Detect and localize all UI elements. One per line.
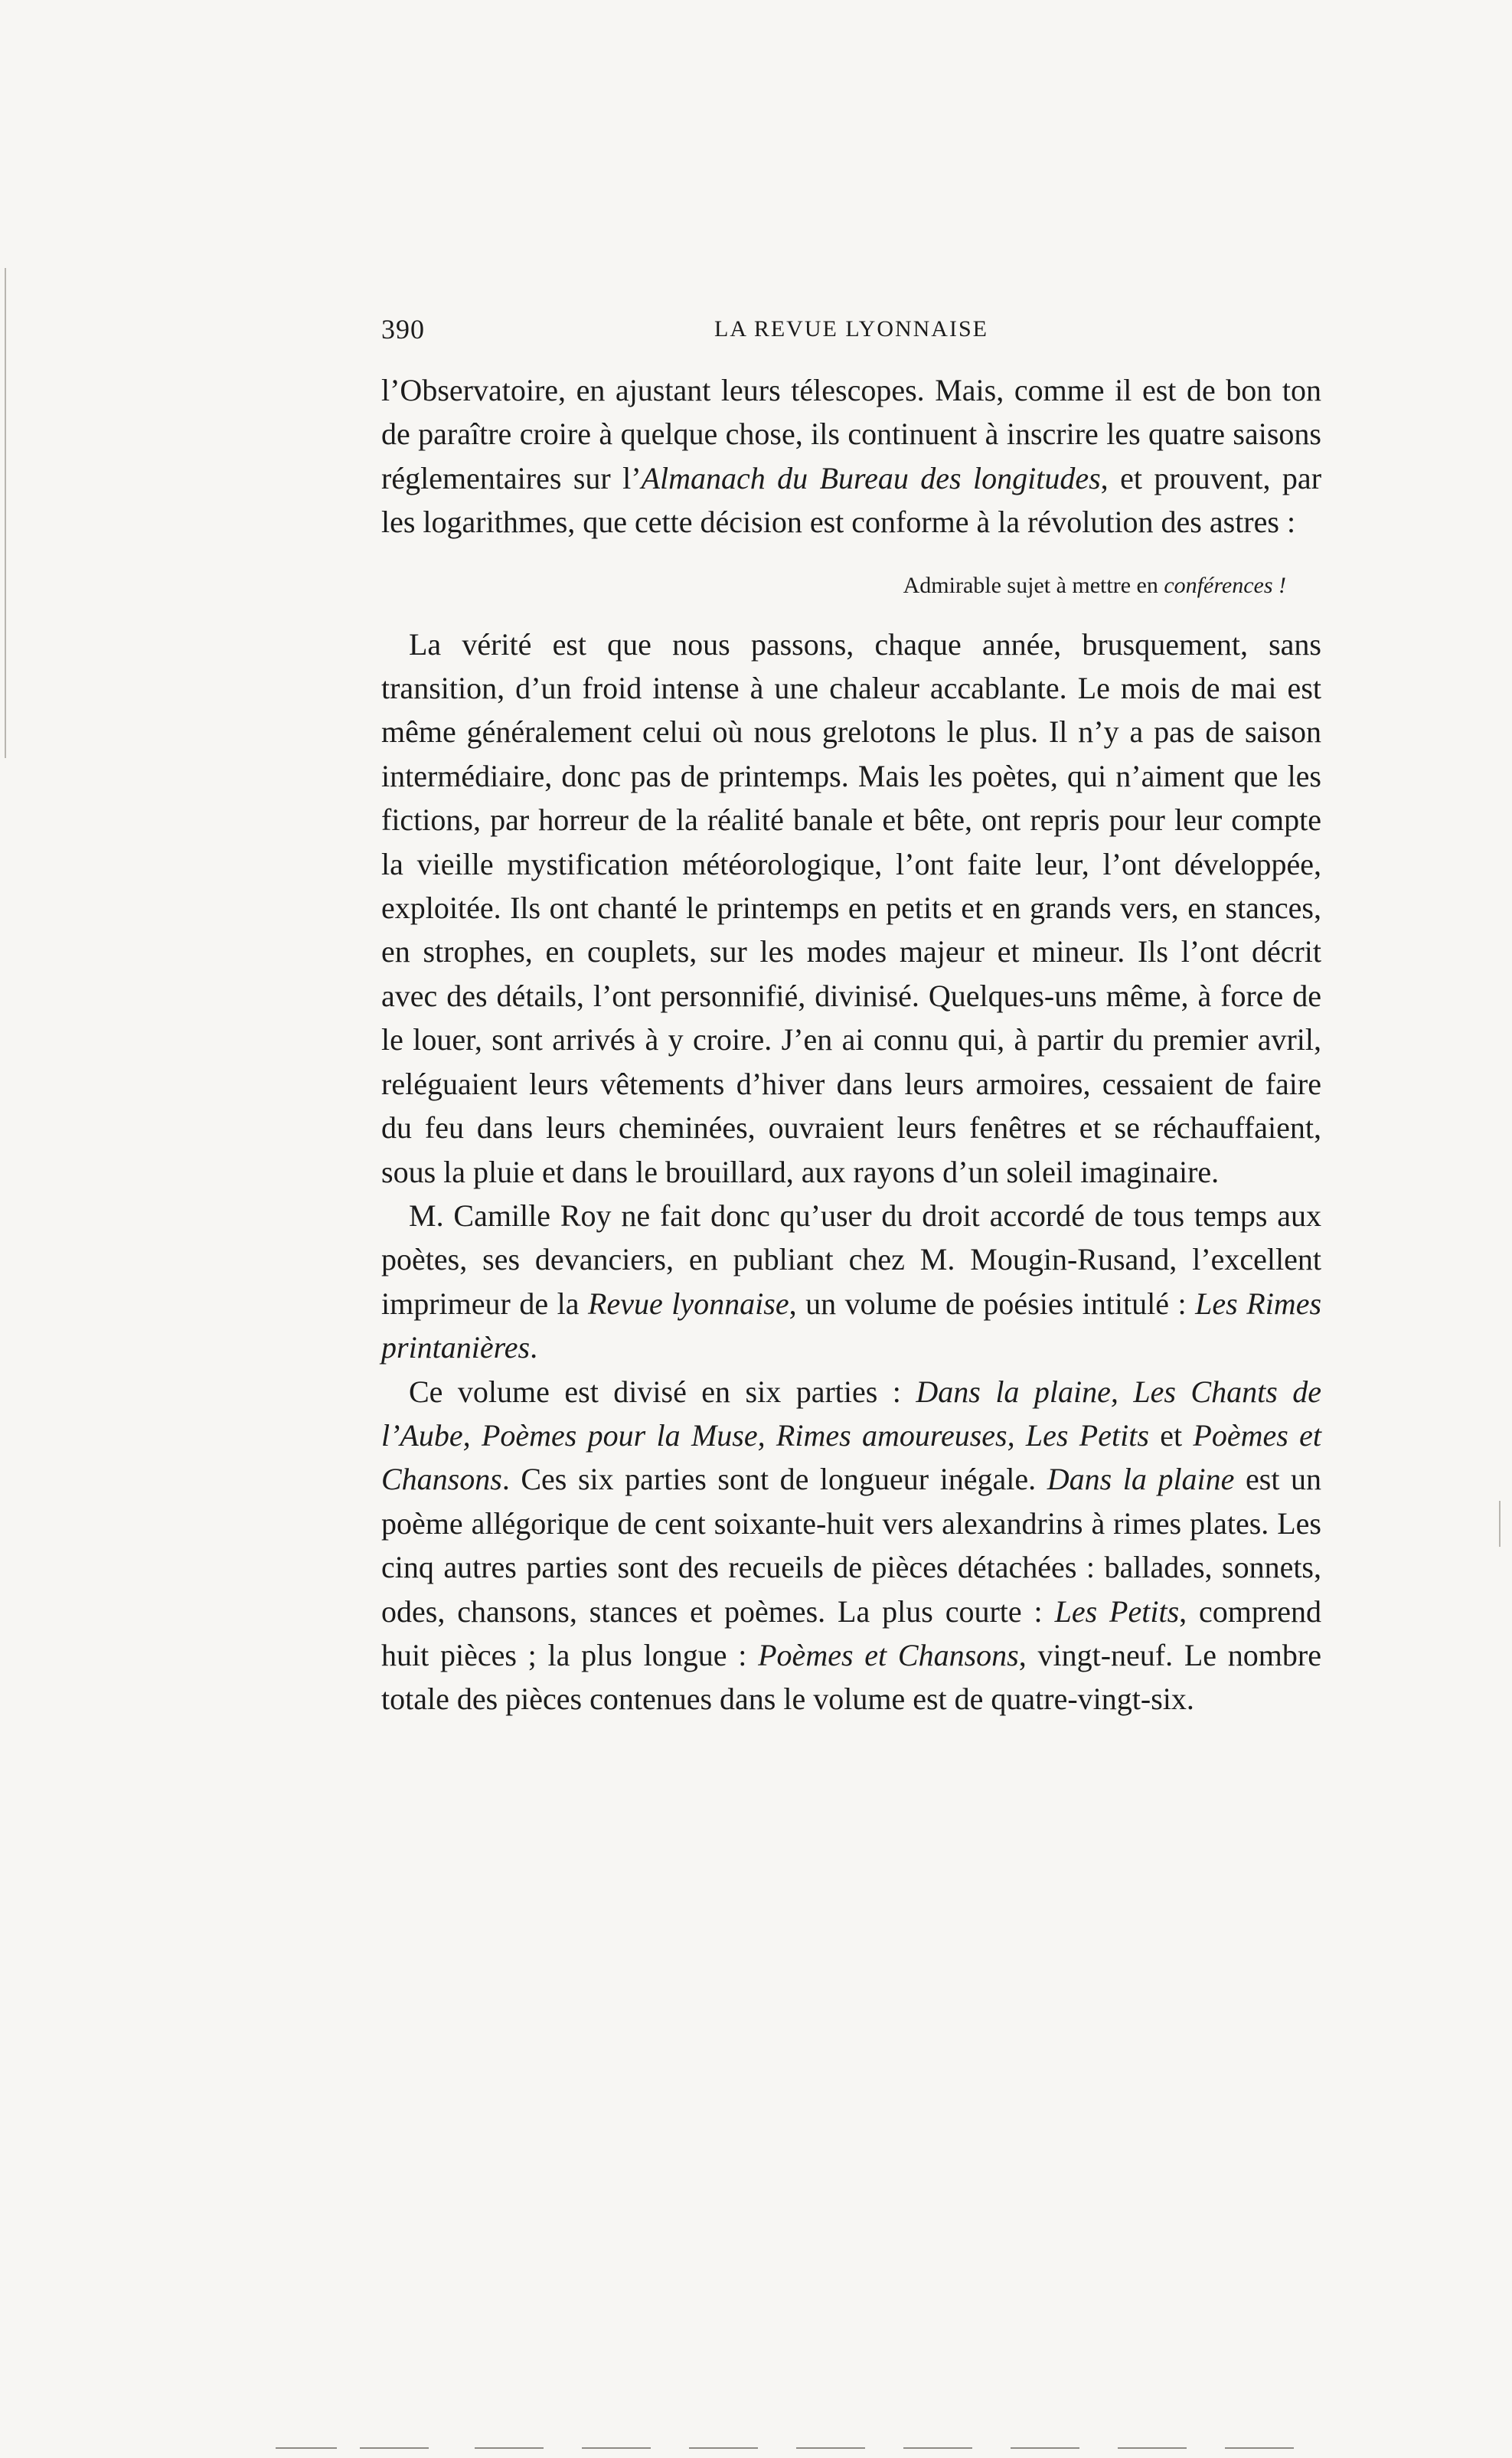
title-revue-lyonnaise: Revue lyonnaise (588, 1286, 789, 1321)
right-margin-mark (1499, 1501, 1501, 1547)
paragraph-camille-roy: M. Camille Roy ne fait donc qu’user du droit accordé de tous temps aux poètes, ses devanciers, en publiant chez M. Mougin-Rusand, l’excellent imprimeur de la Revue lyonnaise, un volume de poésies intitulé : Les Rimes printanières. (381, 1198, 1322, 1365)
journal-title: LA REVUE LYONNAISE (714, 316, 988, 342)
bottom-rule-5 (689, 2447, 758, 2449)
running-head (381, 310, 1321, 348)
bottom-rule-7 (903, 2447, 972, 2449)
bottom-rule-1 (276, 2447, 337, 2449)
bottom-rule-6 (796, 2447, 865, 2449)
part-les-petits: Les Petits (1054, 1593, 1180, 1629)
parts-list-italic: Dans la plaine, Les Chants de l’Aube, Poèmes pour la Muse, Rimes amoureuses, Les Petits (381, 1374, 1322, 1453)
bottom-rule-9 (1118, 2447, 1187, 2449)
bottom-rule-2 (360, 2447, 429, 2449)
paragraph-observatoire: l’Observatoire, en ajustant leurs télescopes. Mais, comme il est de bon ton de paraître croire à quelque chose, ils continuent à inscrire les quatre saisons réglementaires sur l’Almanach du Bureau des longitudes, et prouvent, par les logarithmes, que cette décision est conforme à la révolution des astres : (381, 373, 1322, 540)
body-text (381, 368, 1321, 1721)
bottom-rule-4 (582, 2447, 651, 2449)
left-margin-mark (5, 268, 6, 758)
bottom-rule-10 (1225, 2447, 1294, 2449)
title-rimes-printanieres: Les Rimes printanières (381, 1286, 1322, 1365)
part-dans-la-plaine: Dans la plaine (1047, 1462, 1235, 1497)
paragraph-printemps: La vérité est que nous passons, chaque année, brusquement, sans transition, d’un froid intense à une chaleur accablante. Le mois de mai est même généralement celui où nous grelotons le plus. Il n’y a pas de saison intermédiaire, donc pas de printemps. Mais les poètes, qui n’aiment que les fictions, par horreur de la réalité banale et bête, ont repris pour leur compte la vieille mystification météorologique, l’ont faite leur, l’ont développée, exploitée. Ils ont chanté le printemps en petits et en grands vers, en stances, en strophes, en couplets, sur les modes majeur et mineur. Ils l’ont décrit avec des détails, l’ont personnifié, divinisé. Quelques-uns même, à force de le louer, sont arrivés à y croire. J’en ai connu qui, à partir du premier avril, reléguaient leurs vêtements d’hiver dans leurs armoires, cessaient de faire du feu dans leurs cheminées, ouvraient leurs fenêtres et se réchauffaient, sous la pluie et dans le brouillard, aux rayons d’un soleil imaginaire. (381, 626, 1321, 1189)
paragraph-volume-parts: Ce volume est divisé en six parties : Dans la plaine, Les Chants de l’Aube, Poèmes pour la Muse, Rimes amoureuses, Les Petits et Poèmes et Chansons. Ces six parties sont de longueur inégale. Dans la plaine est un poème allégorique de cent soixante-huit vers alexandrins à rimes plates. Les cinq autres parties sont des recueils de pièces détachées : ballades, sonnets, odes, chansons, stances et poèmes. La plus courte : Les Petits, comprend huit pièces ; la plus longue : Poèmes et Chansons, vingt-neuf. Le nombre totale des pièces contenues dans le volume est de quatre-vingt-six. (381, 1374, 1322, 1717)
part-poemes-chansons-2: Poèmes et Chansons (758, 1637, 1019, 1672)
bottom-rule-3 (475, 2447, 544, 2449)
page-number: 390 (381, 314, 425, 345)
book-page (381, 310, 1321, 1721)
title-almanach: Almanach du Bureau des longitudes (641, 460, 1101, 495)
quote-italic: conférences ! (1164, 572, 1286, 598)
quote-line: Admirable sujet à mettre en conférences ! (903, 572, 1286, 598)
bottom-rule-8 (1011, 2447, 1079, 2449)
part-poemes-chansons: Poèmes et Chansons (381, 1417, 1322, 1497)
